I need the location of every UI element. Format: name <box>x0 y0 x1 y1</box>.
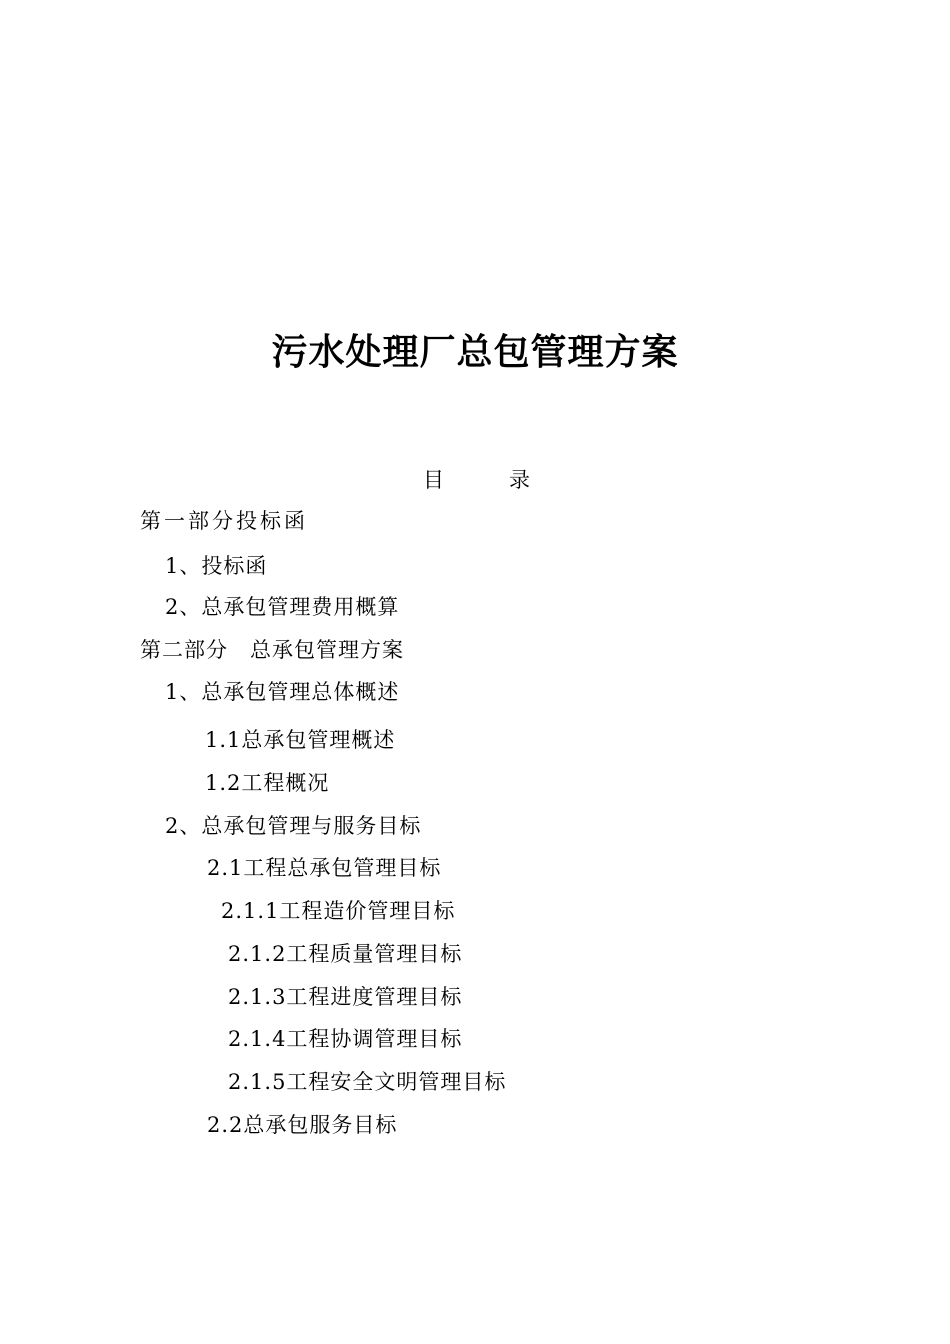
toc-entry-1-2: 1.2工程概况 <box>205 771 330 795</box>
toc-entry-2-1-4: 2.1.4工程协调管理目标 <box>228 1027 463 1051</box>
toc-entry-2-1-5: 2.1.5工程安全文明管理目标 <box>228 1070 507 1094</box>
toc-entry-2-2: 2、总承包管理与服务目标 <box>165 814 422 838</box>
toc-entry-2: 2、总承包管理费用概算 <box>165 595 400 619</box>
document-title: 污水处理厂总包管理方案 <box>271 332 679 373</box>
toc-heading <box>423 465 543 495</box>
toc-entry-2-1-3: 2.1.3工程进度管理目标 <box>228 985 463 1009</box>
toc-entry-part-2: 第二部分 总承包管理方案 <box>140 638 404 662</box>
toc-entry-1: 1、投标函 <box>165 554 268 578</box>
toc-entry-2-1-2: 2.1.2工程质量管理目标 <box>228 942 463 966</box>
toc-heading-left: 目 <box>423 468 444 492</box>
toc-entry-part-1: 第一部分投标函 <box>140 509 308 533</box>
toc-entry-2-1: 1、总承包管理总体概述 <box>165 680 400 704</box>
toc-entry-2-1-1: 2.1.1工程造价管理目标 <box>221 899 456 923</box>
toc-heading-right: 录 <box>509 468 530 492</box>
toc-entry-2-1-heading: 2.1工程总承包管理目标 <box>207 856 442 880</box>
toc-entry-2-2-heading: 2.2总承包服务目标 <box>207 1113 398 1137</box>
toc-entry-1-1: 1.1总承包管理概述 <box>205 728 396 752</box>
